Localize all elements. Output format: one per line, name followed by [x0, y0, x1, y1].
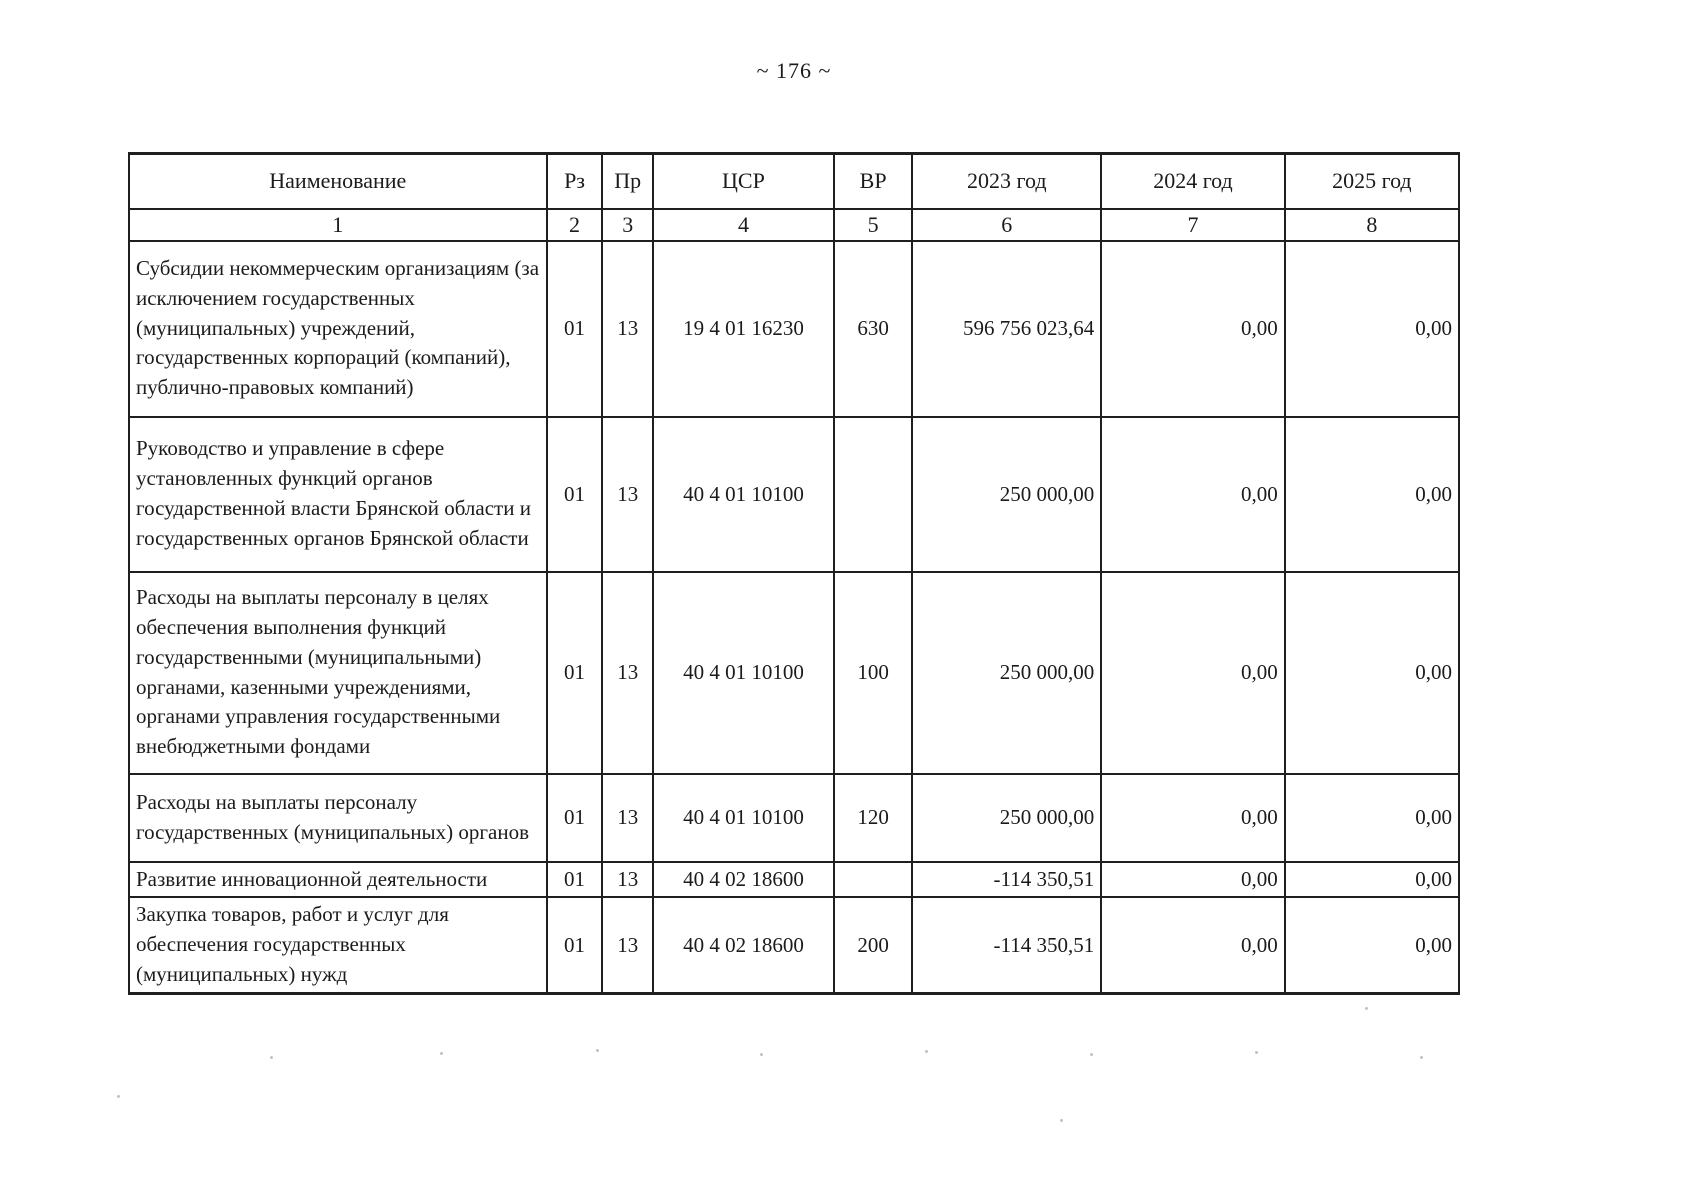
scan-speck: [1090, 1053, 1093, 1056]
cell-rz: 01: [547, 774, 603, 862]
column-number: 3: [602, 209, 653, 241]
scan-speck: [596, 1049, 599, 1052]
cell-rz: 01: [547, 572, 603, 774]
cell-csr: 19 4 01 16230: [653, 241, 834, 417]
scan-speck: [760, 1053, 763, 1056]
table-row: [129, 417, 1459, 572]
cell-vr: 120: [834, 774, 912, 862]
cell-pr: 13: [602, 417, 653, 572]
column-number: 8: [1285, 209, 1459, 241]
cell-vr: [834, 862, 912, 898]
column-number: 7: [1101, 209, 1285, 241]
cell-name: Развитие инновационной деятельности: [129, 862, 547, 898]
scan-speck: [1255, 1051, 1258, 1054]
cell-pr: 13: [602, 241, 653, 417]
table-row: [129, 862, 1459, 898]
cell-rz: 01: [547, 862, 603, 898]
cell-2025: 0,00: [1285, 241, 1459, 417]
cell-2023: 250 000,00: [912, 417, 1101, 572]
cell-rz: 01: [547, 417, 603, 572]
cell-2025: 0,00: [1285, 897, 1459, 993]
column-header-csr: ЦСР: [653, 154, 834, 209]
column-number-row: [129, 209, 1459, 241]
scan-speck: [440, 1052, 443, 1055]
cell-2025: 0,00: [1285, 417, 1459, 572]
cell-csr: 40 4 01 10100: [653, 572, 834, 774]
cell-2024: 0,00: [1101, 241, 1285, 417]
column-number: 1: [129, 209, 547, 241]
cell-name: Расходы на выплаты персоналу в целях обеспечения выполнения функций государственными (муниципальными) органами, казенными учреждениями, органами управления государственными внебюджетными фондами: [129, 572, 547, 774]
cell-vr: 200: [834, 897, 912, 993]
budget-table: [128, 152, 1460, 995]
table-row: [129, 572, 1459, 774]
cell-2023: 250 000,00: [912, 572, 1101, 774]
cell-pr: 13: [602, 897, 653, 993]
cell-2023: -114 350,51: [912, 897, 1101, 993]
table-row: [129, 774, 1459, 862]
column-number: 4: [653, 209, 834, 241]
cell-2024: 0,00: [1101, 897, 1285, 993]
cell-vr: [834, 417, 912, 572]
scan-speck: [117, 1095, 120, 1098]
cell-csr: 40 4 02 18600: [653, 862, 834, 898]
cell-pr: 13: [602, 572, 653, 774]
cell-rz: 01: [547, 897, 603, 993]
scan-speck: [1365, 1007, 1368, 1010]
cell-2023: 596 756 023,64: [912, 241, 1101, 417]
cell-name: Субсидии некоммерческим организациям (за исключением государственных (муниципальных) учреждений, государственных корпораций (компаний), публично-правовых компаний): [129, 241, 547, 417]
cell-csr: 40 4 02 18600: [653, 897, 834, 993]
table-row: [129, 897, 1459, 993]
column-header-rz: Рз: [547, 154, 603, 209]
column-header-pr: Пр: [602, 154, 653, 209]
column-number: 2: [547, 209, 603, 241]
column-header-name: Наименование: [129, 154, 547, 209]
cell-2024: 0,00: [1101, 862, 1285, 898]
cell-2024: 0,00: [1101, 774, 1285, 862]
cell-2024: 0,00: [1101, 572, 1285, 774]
table-header-row: [129, 154, 1459, 209]
column-header-2025: 2025 год: [1285, 154, 1459, 209]
page-number: ~ 176 ~: [756, 58, 832, 83]
table-row: [129, 241, 1459, 417]
cell-name: Закупка товаров, работ и услуг для обеспечения государственных (муниципальных) нужд: [129, 897, 547, 993]
cell-2024: 0,00: [1101, 417, 1285, 572]
cell-csr: 40 4 01 10100: [653, 417, 834, 572]
cell-vr: 630: [834, 241, 912, 417]
cell-name: Руководство и управление в сфере установленных функций органов государственной власти Брянской области и государственных органов Брянской области: [129, 417, 547, 572]
cell-2023: 250 000,00: [912, 774, 1101, 862]
cell-pr: 13: [602, 862, 653, 898]
cell-2023: -114 350,51: [912, 862, 1101, 898]
cell-rz: 01: [547, 241, 603, 417]
cell-pr: 13: [602, 774, 653, 862]
cell-vr: 100: [834, 572, 912, 774]
column-header-2024: 2024 год: [1101, 154, 1285, 209]
cell-2025: 0,00: [1285, 862, 1459, 898]
scan-speck: [1420, 1056, 1423, 1059]
cell-2025: 0,00: [1285, 572, 1459, 774]
column-number: 5: [834, 209, 912, 241]
scan-speck: [1060, 1119, 1063, 1122]
cell-2025: 0,00: [1285, 774, 1459, 862]
cell-csr: 40 4 01 10100: [653, 774, 834, 862]
scan-speck: [925, 1050, 928, 1053]
column-number: 6: [912, 209, 1101, 241]
column-header-2023: 2023 год: [912, 154, 1101, 209]
column-header-vr: ВР: [834, 154, 912, 209]
scan-speck: [270, 1056, 273, 1059]
cell-name: Расходы на выплаты персоналу государственных (муниципальных) органов: [129, 774, 547, 862]
